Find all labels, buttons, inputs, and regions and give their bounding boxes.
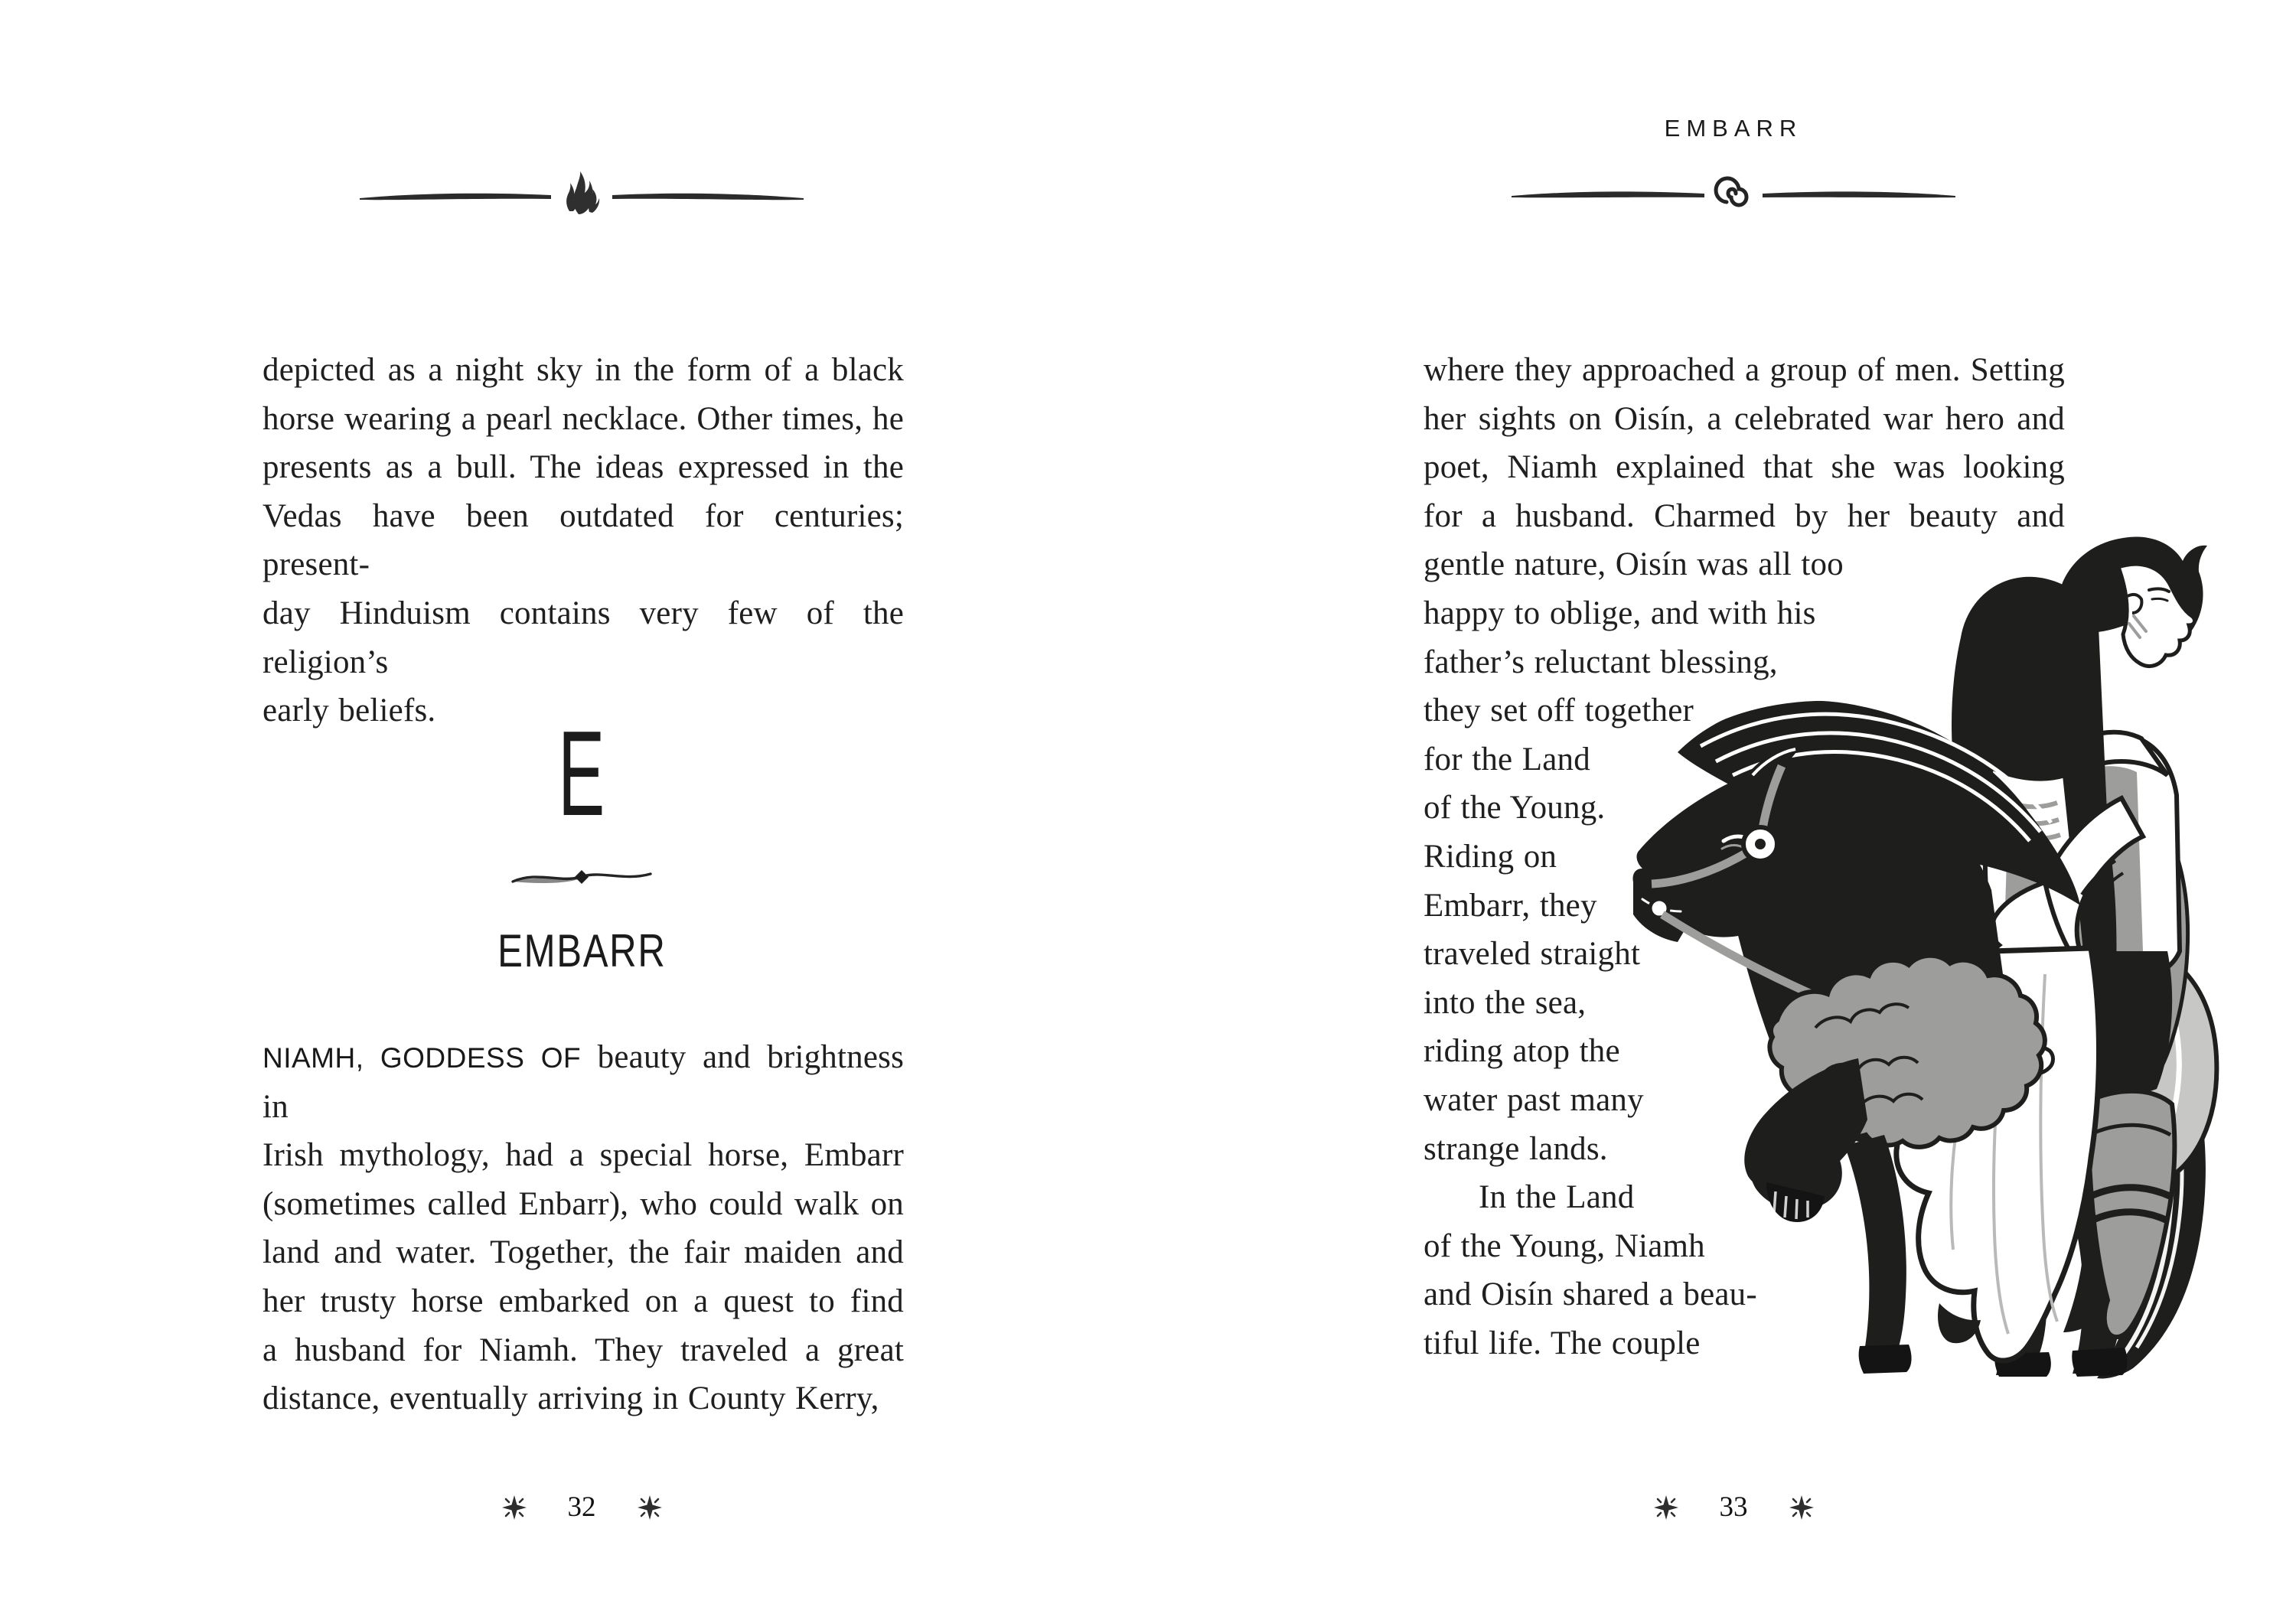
left-paragraph-1	[263, 346, 904, 735]
spiral-icon	[1716, 178, 1746, 205]
flame-divider	[358, 170, 805, 219]
text-line: horse wearing a pearl necklace. Other times, he	[263, 400, 904, 437]
text-line: into the sea,	[1424, 984, 1587, 1021]
text-line: water past many	[1424, 1081, 1644, 1118]
text-line: a husband for Niamh. They traveled a great	[263, 1332, 904, 1368]
rule-left	[1512, 191, 1704, 197]
text-line: riding atop the	[1424, 1033, 1620, 1070]
section-drop-cap: E	[558, 706, 605, 841]
text-line: of the Young.	[1424, 790, 1606, 826]
section-heading: EMBARR	[497, 925, 667, 976]
text-line: early beliefs.	[263, 693, 436, 729]
text-line: traveled straight	[1424, 936, 1641, 973]
niamh-oisin-horse-illustration	[1632, 523, 2223, 1397]
rule-left	[360, 194, 551, 200]
text-line: Irish mythology, had a special horse, Embarr	[263, 1137, 904, 1174]
right-page-footer	[1642, 1491, 1825, 1524]
text-line: gentle nature, Oisín was all too	[1424, 546, 1844, 583]
text-line: her trusty horse embarked on a quest to find	[263, 1283, 904, 1319]
text-line: Vedas have been outdated for centuries; present-	[263, 497, 904, 583]
rule-right	[1763, 191, 1955, 197]
right-page	[1148, 0, 2296, 1607]
text-line: of the Young, Niamh	[1424, 1227, 1705, 1264]
text-line: for a husband. Charmed by her beauty and	[1424, 497, 2065, 534]
left-paragraph-2	[263, 1033, 904, 1423]
page-number: 33	[1719, 1491, 1748, 1523]
text-line: strange lands.	[1424, 1130, 1608, 1167]
star-icon	[1788, 1494, 1815, 1521]
text-line: her sights on Oisín, a celebrated war hero and	[1424, 400, 2065, 437]
text-line: father’s reluctant blessing,	[1424, 644, 1778, 680]
rule-right	[612, 194, 804, 200]
text-line: and Oisín shared a beau-	[1424, 1276, 1757, 1313]
running-header: EMBARR	[1664, 115, 1803, 142]
text-line: Riding on	[1424, 838, 1557, 875]
text-line: (sometimes called Enbarr), who could walk on	[263, 1185, 904, 1222]
text-line: tiful life. The couple	[1424, 1325, 1701, 1361]
star-icon	[636, 1494, 664, 1521]
swash-flourish-icon	[511, 863, 652, 891]
text-line: poet, Niamh explained that she was looking	[1424, 449, 2065, 486]
text-line: distance, eventually arriving in County Kerry,	[263, 1380, 879, 1417]
text-line: Embarr, they	[1424, 887, 1597, 924]
text-line: presents as a bull. The ideas expressed in the	[263, 449, 904, 486]
lead-in-caps: NIAMH, GODDESS OF	[263, 1042, 582, 1074]
star-icon	[501, 1494, 528, 1521]
text-line: NIAMH, GODDESS OF beauty and brightness in	[263, 1039, 904, 1125]
spiral-divider	[1510, 170, 1957, 219]
text-line: happy to oblige, and with his	[1424, 595, 1816, 631]
text-line: for the Land	[1424, 741, 1590, 777]
text-line: where they approached a group of men. Setting	[1424, 352, 2065, 388]
text-line: depicted as a night sky in the form of a black	[263, 352, 904, 388]
text-line: day Hinduism contains very few of the religion’s	[263, 595, 904, 680]
text-line: land and water. Together, the fair maiden and	[263, 1234, 904, 1271]
left-page-footer	[490, 1491, 673, 1524]
page-number: 32	[567, 1491, 596, 1523]
text-line: In the Land	[1479, 1179, 1635, 1216]
star-icon	[1652, 1494, 1680, 1521]
text-line: they set off together	[1424, 693, 1694, 729]
flame-icon	[566, 171, 599, 214]
